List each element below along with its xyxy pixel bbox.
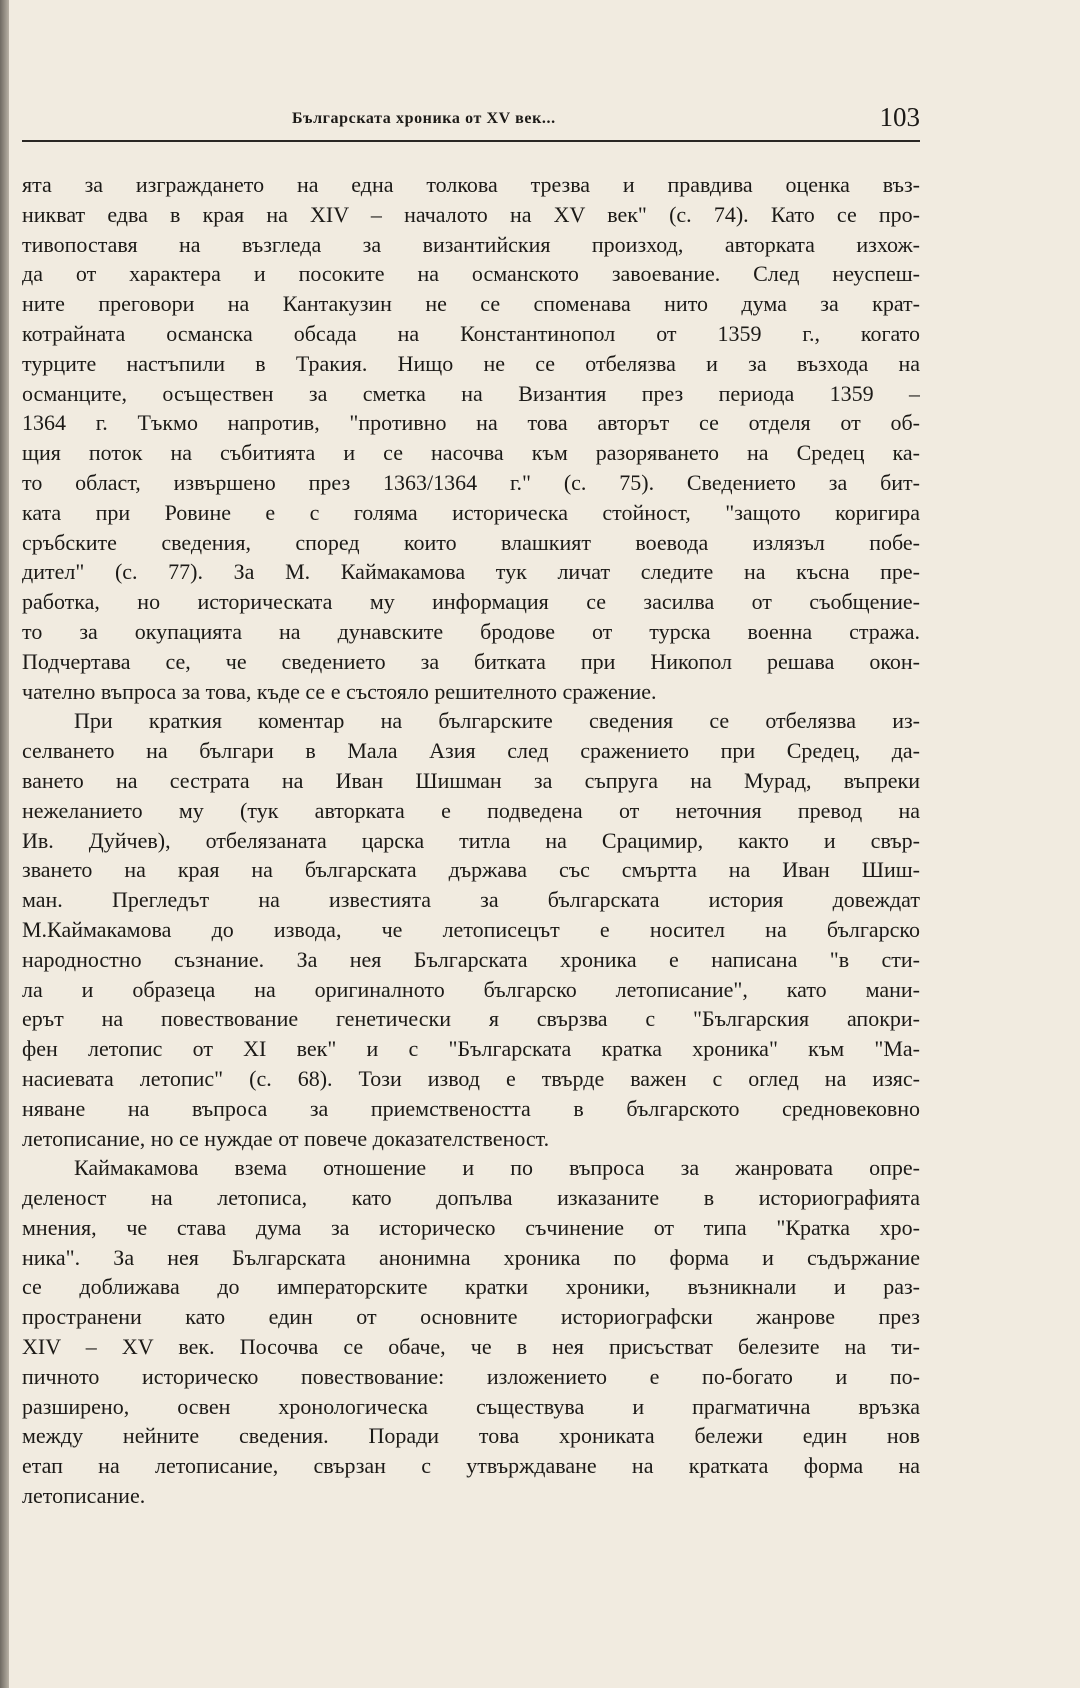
book-binding-edge (0, 0, 9, 1688)
text-line: Подчертава се, че сведението за битката при Никопол решава окон- (22, 648, 920, 674)
text-line: селването на българи в Мала Азия след сражението при Средец, да- (22, 738, 920, 764)
text-line: етап на летописание, свързан с утвърждаване на кратката форма на (22, 1453, 920, 1479)
text-line: 1364 г. Тъкмо напротив, "противно на това авторът се отделя от об- (22, 410, 920, 436)
text-line: ника". За нея Българската анонимна хроника по форма и съдържание (22, 1244, 920, 1270)
text-line: пичното историческо повествование: изложението е по-богато и по- (22, 1363, 920, 1389)
text-line: няване на въпроса за приемствеността в българското средновековно (22, 1095, 920, 1121)
text-line: тивопоставя на възгледа за византийския произход, авторката изхож- (22, 231, 920, 257)
text-line: зването на края на българската държава със смъртта на Иван Шиш- (22, 857, 920, 883)
paragraph-end-line: летописание, но се нуждае от повече доказателственост. (22, 1125, 550, 1151)
text-line: работка, но историческата му информация се засилва от съобщение- (22, 589, 920, 615)
text-line: то област, извършено през 1363/1364 г." (с. 75). Сведението за бит- (22, 469, 920, 495)
text-line: народностно съзнание. За нея Българската хроника е написана "в сти- (22, 946, 920, 972)
text-line: да от характера и посоките на османското завоевание. След неуспеш- (22, 261, 920, 287)
text-line: ните преговори на Кантакузин не се споменава нито дума за крат- (22, 291, 920, 317)
text-line: ерът на повествование генетически я свързва с "Българския апокри- (22, 1006, 920, 1032)
running-title: Българската хроника от XV век... (292, 110, 556, 127)
text-line: фен летопис от XI век" и с "Българската кратка хроника" към "Ма- (22, 1036, 920, 1062)
text-line: дител" (с. 77). За М. Каймакамова тук личат следите на късна пре- (22, 559, 920, 585)
text-line: ла и образеца на оригиналното българско летописание", като мани- (22, 976, 920, 1002)
text-line: ката при Ровине е с голяма историческа стойност, "защото коригира (22, 499, 920, 525)
text-line: котрайната османска обсада на Константинопол от 1359 г., когато (22, 320, 920, 346)
text-line: турците настъпили в Тракия. Нищо не се отбелязва и за възхода на (22, 350, 920, 376)
paragraph-start-line: Каймакамова взема отношение и по въпроса за жанровата опре- (74, 1155, 920, 1181)
text-line: между нейните сведения. Поради това хрониката бележи един нов (22, 1423, 920, 1449)
text-line: то за окупацията на дунавските бродове от турска военна стража. (22, 618, 920, 644)
paragraph-end-line: летописание. (22, 1483, 146, 1509)
page-number: 103 (879, 102, 920, 132)
text-line: разширено, освен хронологическа съществува и прагматична връзка (22, 1393, 920, 1419)
text-line: ман. Прегледът на известията за българската история довеждат (22, 887, 920, 913)
text-line: мнения, че става дума за историческо съчинение от типа "Кратка хро- (22, 1214, 920, 1240)
text-line: щия поток на събитията и се насочва към разоряването на Средец ка- (22, 440, 920, 466)
text-line: Ив. Дуйчев), отбелязаната царска титла на Срацимир, както и свър- (22, 827, 920, 853)
text-line: нежеланието му (тук авторката е подведена от неточния превод на (22, 797, 920, 823)
text-line: М.Каймакамова до извода, че летописецът е носител на българско (22, 916, 920, 942)
running-header (22, 100, 920, 142)
text-line: никват едва в края на XIV – началото на XV век" (с. 74). Като се про- (22, 201, 920, 227)
text-line: ването на сестрата на Иван Шишман за съпруга на Мурад, въпреки (22, 767, 920, 793)
text-line: деленост на летописа, като допълва изказаните в историографията (22, 1185, 920, 1211)
paragraph-start-line: При краткия коментар на българските сведения се отбелязва из- (74, 708, 920, 734)
paragraph-end-line: чателно въпроса за това, къде се е състояло решителното сражение. (22, 678, 657, 704)
text-line: се доближава до императорските кратки хроники, възникнали и раз- (22, 1274, 920, 1300)
text-line: насиевата летопис" (с. 68). Този извод е твърде важен с оглед на изяс- (22, 1065, 920, 1091)
text-line: XIV – XV век. Посочва се обаче, че в нея присъстват белезите на ти- (22, 1334, 920, 1360)
text-line: османците, осъществен за сметка на Византия през периода 1359 – (22, 380, 920, 406)
text-line: ята за изграждането на една толкова трезва и правдива оценка въз- (22, 172, 920, 197)
text-line: пространени като един от основните историографски жанрове през (22, 1304, 920, 1330)
body-text (22, 170, 920, 1511)
text-line: сръбските сведения, според които влашкият воевода излязъл побе- (22, 529, 920, 555)
